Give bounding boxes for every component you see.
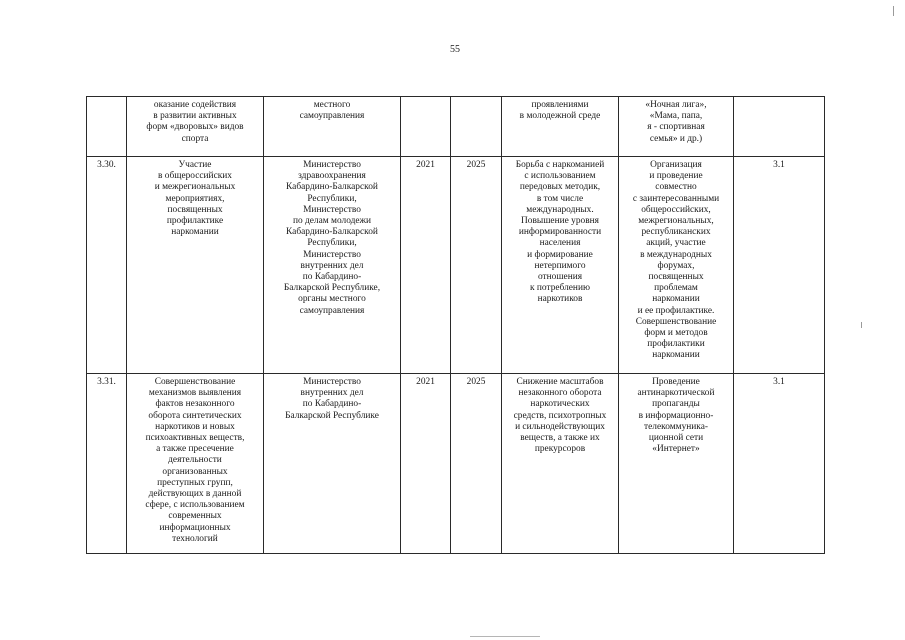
year-start: 2021 bbox=[416, 377, 435, 387]
activity-text: Совершенствование механизмов выявления фактов незаконного оборота синтетических наркотиков и новых психоактивных веществ, а также пресечение деятельности организованных преступных групп, действующих в данной сфере, с использованием современных информационных технологий bbox=[145, 377, 245, 544]
indicator-cell bbox=[734, 374, 825, 554]
executor-cell bbox=[264, 157, 401, 374]
table-row bbox=[87, 157, 825, 374]
year-start-cell bbox=[401, 374, 451, 554]
year-end: 2025 bbox=[466, 377, 486, 387]
measures-cell bbox=[619, 157, 734, 374]
executor-text: местного самоуправления bbox=[299, 100, 365, 122]
table-row bbox=[87, 97, 825, 157]
indicator-text: 3.1 bbox=[773, 377, 785, 387]
result-text: Борьба с наркоманией с использованием передовых методик, в том числе международных. Повышение уровня информированности населения и формирование нетерпимого отношения к потреблению наркотиков bbox=[515, 160, 605, 305]
indicator-text: 3.1 bbox=[773, 160, 785, 170]
year-start: 2021 bbox=[416, 160, 435, 170]
result-cell bbox=[502, 157, 619, 374]
row-number-cell bbox=[87, 97, 127, 157]
result-text: Снижение масштабов незаконного оборота наркотических средств, психотропных и сильнодействующих веществ, а также их прекурсоров bbox=[513, 377, 607, 455]
indicator-cell bbox=[734, 97, 825, 157]
measures-cell bbox=[619, 374, 734, 554]
measures-text: Организация и проведение совместно с заинтересованными общероссийских, межрегиональных, республиканских акций, участие в международных форумах, посвященных проблемам наркомании и ее профилактике. Совершенствование форм и методов профилактики наркомании bbox=[632, 160, 720, 361]
activity-text: Участие в общероссийских и межрегиональных мероприятиях, посвященных профилактике наркомании bbox=[154, 160, 236, 238]
measures-text: Проведение антинаркотической пропаганды в информационно- телекоммуника- ционной сети «Интернет» bbox=[637, 377, 715, 455]
row-number-cell bbox=[87, 374, 127, 554]
row-number: 3.30. bbox=[97, 160, 116, 170]
activity-cell bbox=[127, 97, 264, 157]
measures-text: «Ночная лига», «Мама, папа, я - спортивная семья» и др.) bbox=[645, 100, 707, 144]
result-text: проявлениями в молодежной среде bbox=[519, 100, 601, 122]
year-end-cell bbox=[451, 97, 502, 157]
measures-cell bbox=[619, 97, 734, 157]
page-number: 55 bbox=[450, 44, 460, 55]
indicator-cell bbox=[734, 157, 825, 374]
executor-text: Министерство внутренних дел по Кабардино- Балкарской Республике bbox=[285, 377, 379, 421]
row-number: 3.31. bbox=[97, 377, 116, 387]
activity-cell bbox=[127, 374, 264, 554]
result-cell bbox=[502, 97, 619, 157]
year-end-cell bbox=[451, 374, 502, 554]
scan-artifact bbox=[893, 6, 894, 16]
scan-artifact bbox=[861, 322, 862, 328]
result-cell bbox=[502, 374, 619, 554]
table-row bbox=[87, 374, 825, 554]
scan-artifact bbox=[470, 636, 540, 637]
executor-text: Министерство здравоохранения Кабардино-Балкарской Республики, Министерство по делам молодежи Кабардино-Балкарской Республики, Министерство внутренних дел по Кабардино- Балкарской Республике, органы местного самоуправления bbox=[283, 160, 381, 316]
row-number-cell bbox=[87, 157, 127, 374]
program-measures-table bbox=[86, 96, 825, 554]
executor-cell bbox=[264, 97, 401, 157]
year-end-cell bbox=[451, 157, 502, 374]
activity-text: оказание содействия в развитии активных форм «дворовых» видов спорта bbox=[146, 100, 244, 144]
executor-cell bbox=[264, 374, 401, 554]
year-start-cell bbox=[401, 157, 451, 374]
year-start-cell bbox=[401, 97, 451, 157]
activity-cell bbox=[127, 157, 264, 374]
year-end: 2025 bbox=[466, 160, 486, 170]
